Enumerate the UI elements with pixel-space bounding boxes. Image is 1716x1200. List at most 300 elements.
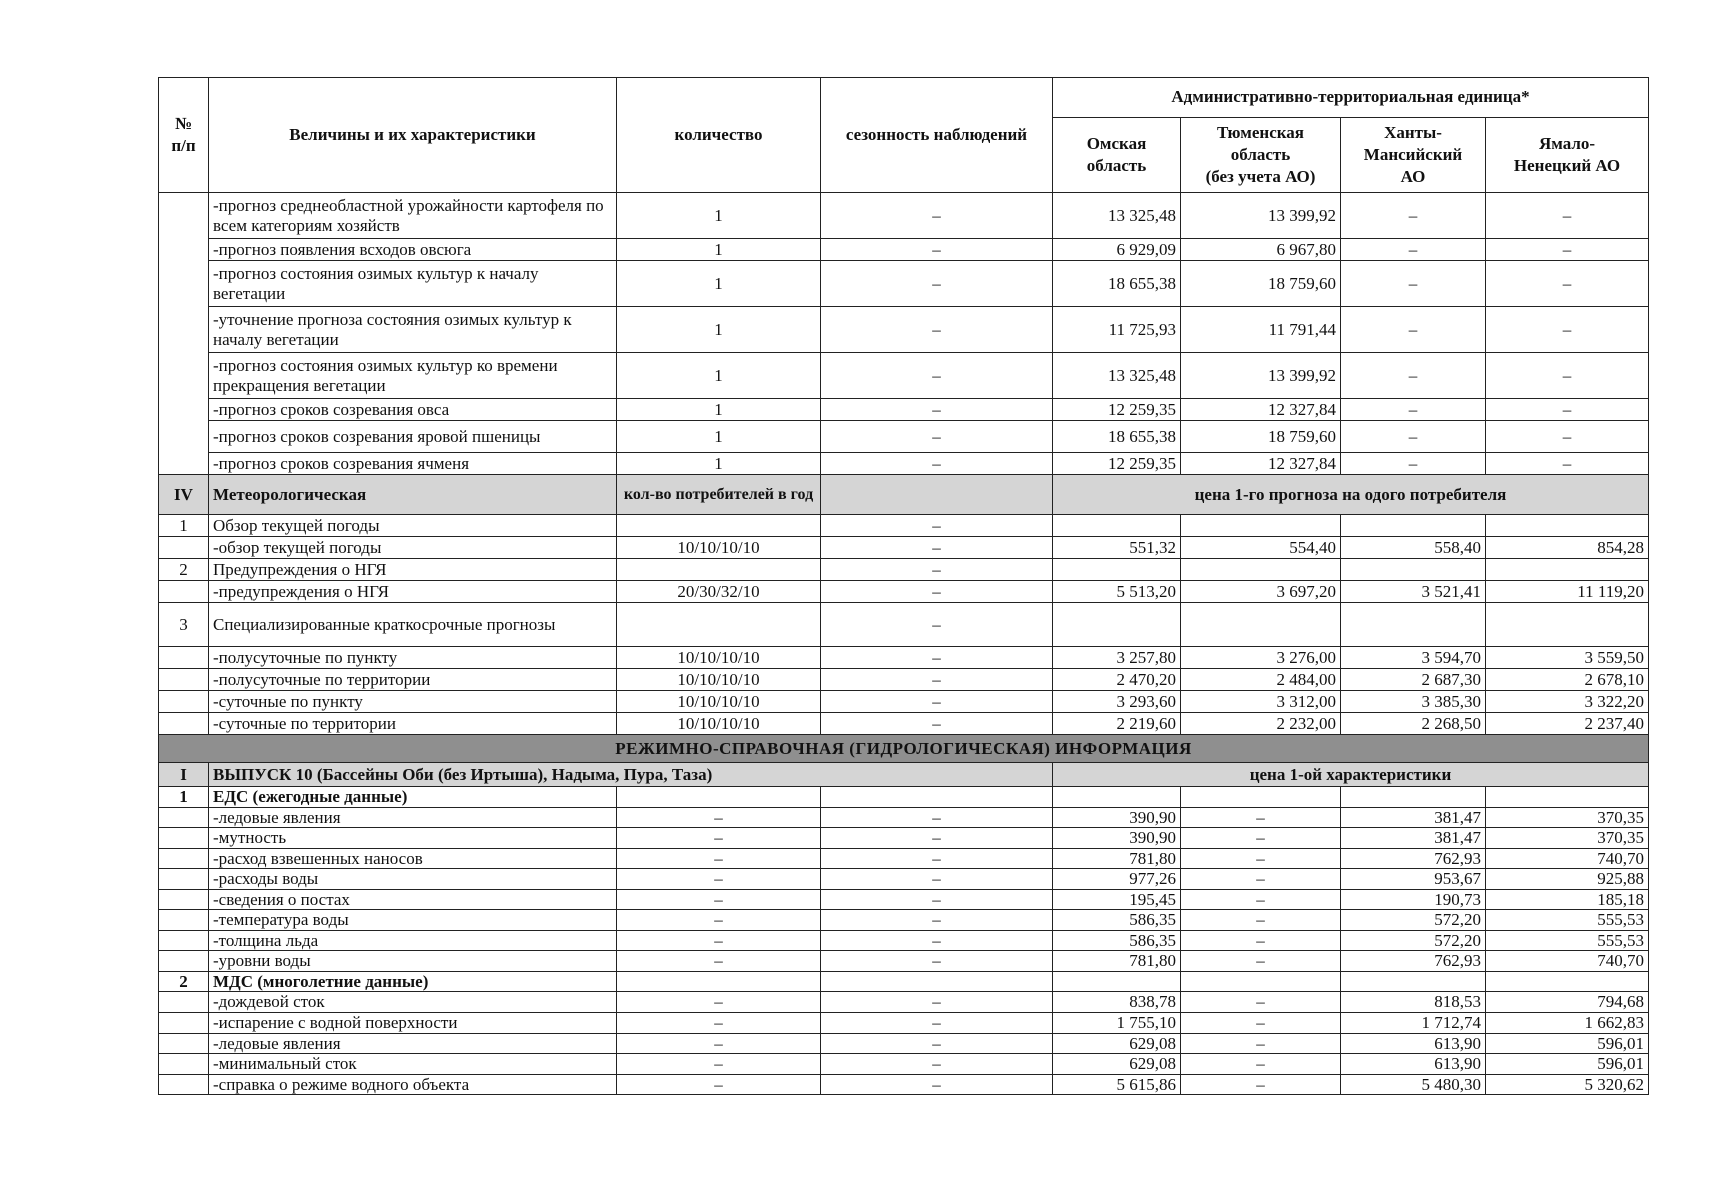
value-omsk: 5 513,20 <box>1053 581 1181 603</box>
row-qty: 1 <box>617 261 821 307</box>
row-label: -суточные по пункту <box>209 691 617 713</box>
value-khmao: – <box>1341 193 1486 239</box>
header-name: Величины и их характеристики <box>209 78 617 193</box>
row-label: -расход взвешенных наносов <box>209 848 617 869</box>
value-omsk: 551,32 <box>1053 537 1181 559</box>
value-yanao: – <box>1486 261 1649 307</box>
row-num: 2 <box>159 971 209 992</box>
row-season: – <box>821 713 1053 735</box>
section-qty-header: кол-во потребителей в год <box>617 475 821 515</box>
value-yanao: 794,68 <box>1486 992 1649 1013</box>
tariff-table <box>158 77 1649 1095</box>
value-omsk: 2 219,60 <box>1053 713 1181 735</box>
value-tyumen: – <box>1181 910 1341 931</box>
row-season: – <box>821 807 1053 828</box>
row-num <box>159 951 209 972</box>
row-label: -справка о режиме водного объекта <box>209 1074 617 1095</box>
table-row <box>159 869 1649 890</box>
row-season: – <box>821 1074 1053 1095</box>
row-qty: 10/10/10/10 <box>617 537 821 559</box>
value-omsk: 12 259,35 <box>1053 453 1181 475</box>
value-tyumen: 18 759,60 <box>1181 421 1341 453</box>
value-omsk <box>1053 559 1181 581</box>
empty-cell <box>617 787 821 808</box>
section-season-empty <box>821 475 1053 515</box>
row-label: ЕДС (ежегодные данные) <box>209 787 617 808</box>
value-omsk: 3 293,60 <box>1053 691 1181 713</box>
row-label: -прогноз сроков созревания ячменя <box>209 453 617 475</box>
value-tyumen: – <box>1181 807 1341 828</box>
hydro-block <box>159 735 1649 1095</box>
row-qty: 1 <box>617 239 821 261</box>
value-yanao: – <box>1486 307 1649 353</box>
value-tyumen: 2 232,00 <box>1181 713 1341 735</box>
section-price-header: цена 1-ой характеристики <box>1053 763 1649 787</box>
empty-cell <box>617 971 821 992</box>
row-season: – <box>821 647 1053 669</box>
table-row <box>159 1033 1649 1054</box>
row-label: -сведения о постах <box>209 889 617 910</box>
row-qty: – <box>617 910 821 931</box>
row-season: – <box>821 353 1053 399</box>
empty-cell <box>1053 787 1181 808</box>
row-qty: – <box>617 848 821 869</box>
value-yanao: 3 322,20 <box>1486 691 1649 713</box>
value-omsk: 629,08 <box>1053 1033 1181 1054</box>
table-row <box>159 1054 1649 1075</box>
table-row <box>159 193 1649 239</box>
value-khmao: 3 594,70 <box>1341 647 1486 669</box>
value-omsk: 13 325,48 <box>1053 193 1181 239</box>
row-qty: – <box>617 1013 821 1034</box>
row-num: 3 <box>159 603 209 647</box>
row-label: -уточнение прогноза состояния озимых культур к началу вегетации <box>209 307 617 353</box>
value-khmao: 613,90 <box>1341 1054 1486 1075</box>
value-omsk: 5 615,86 <box>1053 1074 1181 1095</box>
value-omsk: 390,90 <box>1053 807 1181 828</box>
section-num: IV <box>159 475 209 515</box>
row-qty: 1 <box>617 193 821 239</box>
section-title: ВЫПУСК 10 (Бассейны Оби (без Иртыша), Надыма, Пура, Таза) <box>209 763 1053 787</box>
row-qty: 10/10/10/10 <box>617 647 821 669</box>
empty-cell <box>1181 787 1341 808</box>
row-num-cell <box>159 193 209 475</box>
table-row <box>159 307 1649 353</box>
row-label: Предупреждения о НГЯ <box>209 559 617 581</box>
value-yanao <box>1486 515 1649 537</box>
agro-forecast-block <box>159 193 1649 475</box>
row-num <box>159 691 209 713</box>
value-omsk: 586,35 <box>1053 910 1181 931</box>
value-omsk: 838,78 <box>1053 992 1181 1013</box>
table-row <box>159 421 1649 453</box>
row-num <box>159 930 209 951</box>
table-row <box>159 239 1649 261</box>
row-season: – <box>821 930 1053 951</box>
row-season: – <box>821 691 1053 713</box>
row-num <box>159 1054 209 1075</box>
value-tyumen: 3 276,00 <box>1181 647 1341 669</box>
value-yanao: 555,53 <box>1486 930 1649 951</box>
empty-cell <box>1486 971 1649 992</box>
value-yanao: – <box>1486 399 1649 421</box>
value-tyumen: 3 312,00 <box>1181 691 1341 713</box>
row-num <box>159 1033 209 1054</box>
value-yanao: – <box>1486 353 1649 399</box>
row-label: -расходы воды <box>209 869 617 890</box>
section-header-hydro <box>159 763 1649 787</box>
row-qty: 10/10/10/10 <box>617 669 821 691</box>
table-row <box>159 910 1649 931</box>
row-num <box>159 647 209 669</box>
row-season: – <box>821 869 1053 890</box>
value-tyumen: – <box>1181 1054 1341 1075</box>
row-season: – <box>821 1033 1053 1054</box>
value-khmao: 762,93 <box>1341 848 1486 869</box>
row-label: МДС (многолетние данные) <box>209 971 617 992</box>
value-yanao: – <box>1486 453 1649 475</box>
row-qty <box>617 603 821 647</box>
row-qty: – <box>617 1074 821 1095</box>
table-row <box>159 581 1649 603</box>
row-qty: – <box>617 930 821 951</box>
row-season: – <box>821 453 1053 475</box>
table-row <box>159 1013 1649 1034</box>
value-khmao <box>1341 515 1486 537</box>
row-num <box>159 848 209 869</box>
value-tyumen: 3 697,20 <box>1181 581 1341 603</box>
value-omsk: 12 259,35 <box>1053 399 1181 421</box>
value-tyumen: – <box>1181 1074 1341 1095</box>
value-omsk: 195,45 <box>1053 889 1181 910</box>
value-tyumen: – <box>1181 848 1341 869</box>
table-row <box>159 603 1649 647</box>
value-omsk: 977,26 <box>1053 869 1181 890</box>
header-khmao: Ханты- Мансийский АО <box>1341 118 1486 193</box>
row-label: -суточные по территории <box>209 713 617 735</box>
row-label: -прогноз состояния озимых культур ко времени прекращения вегетации <box>209 353 617 399</box>
header-yanao: Ямало- Ненецкий АО <box>1486 118 1649 193</box>
meteo-block <box>159 475 1649 735</box>
empty-cell <box>1341 971 1486 992</box>
value-tyumen: 12 327,84 <box>1181 399 1341 421</box>
subsection-mds <box>159 971 1649 992</box>
row-label: -температура воды <box>209 910 617 931</box>
row-label: -дождевой сток <box>209 992 617 1013</box>
value-khmao: – <box>1341 239 1486 261</box>
row-season: – <box>821 421 1053 453</box>
value-omsk: 1 755,10 <box>1053 1013 1181 1034</box>
row-num <box>159 807 209 828</box>
table-row <box>159 828 1649 849</box>
row-qty: 1 <box>617 399 821 421</box>
value-khmao: 190,73 <box>1341 889 1486 910</box>
value-tyumen <box>1181 515 1341 537</box>
section-price-header: цена 1-го прогноза на одого потребителя <box>1053 475 1649 515</box>
row-label: -прогноз среднеобластной урожайности картофеля по всем категориям хозяйств <box>209 193 617 239</box>
header-qty: количество <box>617 78 821 193</box>
row-season: – <box>821 889 1053 910</box>
value-tyumen: – <box>1181 1033 1341 1054</box>
table-row <box>159 1074 1649 1095</box>
row-label: -прогноз появления всходов овсюга <box>209 239 617 261</box>
row-num <box>159 669 209 691</box>
value-tyumen: – <box>1181 869 1341 890</box>
value-omsk <box>1053 603 1181 647</box>
row-season: – <box>821 193 1053 239</box>
row-qty: 1 <box>617 421 821 453</box>
value-yanao: 5 320,62 <box>1486 1074 1649 1095</box>
row-season: – <box>821 910 1053 931</box>
row-num: 1 <box>159 515 209 537</box>
row-label: -прогноз сроков созревания яровой пшеницы <box>209 421 617 453</box>
row-label: -полусуточные по территории <box>209 669 617 691</box>
subsection-eds <box>159 787 1649 808</box>
value-yanao: 596,01 <box>1486 1054 1649 1075</box>
table-row <box>159 691 1649 713</box>
table-row <box>159 559 1649 581</box>
value-khmao: – <box>1341 453 1486 475</box>
value-tyumen: 13 399,92 <box>1181 353 1341 399</box>
row-qty: – <box>617 869 821 890</box>
value-omsk: 629,08 <box>1053 1054 1181 1075</box>
value-khmao: 381,47 <box>1341 807 1486 828</box>
row-label: -обзор текущей погоды <box>209 537 617 559</box>
empty-cell <box>821 971 1053 992</box>
row-season: – <box>821 603 1053 647</box>
row-label: -мутность <box>209 828 617 849</box>
value-khmao: 572,20 <box>1341 930 1486 951</box>
value-khmao: 762,93 <box>1341 951 1486 972</box>
value-khmao: – <box>1341 399 1486 421</box>
row-season: – <box>821 515 1053 537</box>
table-row <box>159 848 1649 869</box>
row-season: – <box>821 1013 1053 1034</box>
table-row <box>159 453 1649 475</box>
row-season: – <box>821 848 1053 869</box>
value-tyumen: – <box>1181 828 1341 849</box>
row-num <box>159 1013 209 1034</box>
row-num <box>159 1074 209 1095</box>
header-season: сезонность наблюдений <box>821 78 1053 193</box>
row-qty: 20/30/32/10 <box>617 581 821 603</box>
value-yanao: 2 237,40 <box>1486 713 1649 735</box>
table-row <box>159 889 1649 910</box>
row-qty: 10/10/10/10 <box>617 713 821 735</box>
value-omsk: 781,80 <box>1053 848 1181 869</box>
value-yanao: 740,70 <box>1486 951 1649 972</box>
row-qty: 1 <box>617 453 821 475</box>
row-label: Специализированные краткосрочные прогнозы <box>209 603 617 647</box>
row-qty: 1 <box>617 353 821 399</box>
section-header-meteo <box>159 475 1649 515</box>
row-label: -полусуточные по пункту <box>209 647 617 669</box>
row-qty: – <box>617 951 821 972</box>
value-khmao: 818,53 <box>1341 992 1486 1013</box>
value-khmao: 3 385,30 <box>1341 691 1486 713</box>
empty-cell <box>1341 787 1486 808</box>
value-yanao: 1 662,83 <box>1486 1013 1649 1034</box>
row-season: – <box>821 951 1053 972</box>
value-khmao: – <box>1341 261 1486 307</box>
value-omsk: 390,90 <box>1053 828 1181 849</box>
value-yanao: 854,28 <box>1486 537 1649 559</box>
value-yanao: – <box>1486 239 1649 261</box>
value-yanao: 185,18 <box>1486 889 1649 910</box>
value-omsk: 781,80 <box>1053 951 1181 972</box>
value-omsk: 586,35 <box>1053 930 1181 951</box>
empty-cell <box>1486 787 1649 808</box>
row-season: – <box>821 581 1053 603</box>
row-num: 2 <box>159 559 209 581</box>
row-season: – <box>821 992 1053 1013</box>
value-omsk: 2 470,20 <box>1053 669 1181 691</box>
row-num: 1 <box>159 787 209 808</box>
row-label: -прогноз сроков созревания овса <box>209 399 617 421</box>
value-omsk: 13 325,48 <box>1053 353 1181 399</box>
row-qty: 1 <box>617 307 821 353</box>
value-tyumen: 554,40 <box>1181 537 1341 559</box>
value-yanao: 596,01 <box>1486 1033 1649 1054</box>
value-tyumen: 6 967,80 <box>1181 239 1341 261</box>
band-hydro-info <box>159 735 1649 763</box>
row-qty: – <box>617 992 821 1013</box>
row-season: – <box>821 1054 1053 1075</box>
row-season: – <box>821 261 1053 307</box>
value-khmao: 572,20 <box>1341 910 1486 931</box>
row-label: -ледовые явления <box>209 807 617 828</box>
value-omsk: 3 257,80 <box>1053 647 1181 669</box>
row-label: -прогноз состояния озимых культур к началу вегетации <box>209 261 617 307</box>
header-tyumen: Тюменская область (без учета АО) <box>1181 118 1341 193</box>
row-label: -предупреждения о НГЯ <box>209 581 617 603</box>
value-omsk: 11 725,93 <box>1053 307 1181 353</box>
row-label: Обзор текущей погоды <box>209 515 617 537</box>
table-row <box>159 399 1649 421</box>
value-khmao: 5 480,30 <box>1341 1074 1486 1095</box>
value-tyumen: 12 327,84 <box>1181 453 1341 475</box>
row-season: – <box>821 559 1053 581</box>
value-tyumen: 13 399,92 <box>1181 193 1341 239</box>
value-tyumen: – <box>1181 992 1341 1013</box>
row-num <box>159 828 209 849</box>
row-qty: – <box>617 828 821 849</box>
table-row <box>159 515 1649 537</box>
value-yanao: 925,88 <box>1486 869 1649 890</box>
table-row <box>159 647 1649 669</box>
value-khmao: 2 268,50 <box>1341 713 1486 735</box>
empty-cell <box>1053 971 1181 992</box>
row-num <box>159 889 209 910</box>
value-khmao: 613,90 <box>1341 1033 1486 1054</box>
value-tyumen: – <box>1181 889 1341 910</box>
value-yanao: 3 559,50 <box>1486 647 1649 669</box>
value-omsk: 18 655,38 <box>1053 261 1181 307</box>
row-qty <box>617 515 821 537</box>
row-num <box>159 910 209 931</box>
row-num <box>159 992 209 1013</box>
value-khmao: 953,67 <box>1341 869 1486 890</box>
row-qty: – <box>617 807 821 828</box>
value-yanao: 2 678,10 <box>1486 669 1649 691</box>
value-khmao: – <box>1341 421 1486 453</box>
value-tyumen: – <box>1181 1013 1341 1034</box>
value-yanao: – <box>1486 421 1649 453</box>
section-num: I <box>159 763 209 787</box>
table-row <box>159 992 1649 1013</box>
row-label: -ледовые явления <box>209 1033 617 1054</box>
header-omsk: Омская область <box>1053 118 1181 193</box>
row-qty: 10/10/10/10 <box>617 691 821 713</box>
table-row <box>159 930 1649 951</box>
table-row <box>159 261 1649 307</box>
empty-cell <box>821 787 1053 808</box>
value-khmao: 381,47 <box>1341 828 1486 849</box>
header-admin-unit: Административно-территориальная единица* <box>1053 78 1649 118</box>
row-num <box>159 581 209 603</box>
value-yanao: 740,70 <box>1486 848 1649 869</box>
value-yanao: 370,35 <box>1486 807 1649 828</box>
value-omsk: 6 929,09 <box>1053 239 1181 261</box>
value-yanao <box>1486 603 1649 647</box>
value-khmao: 558,40 <box>1341 537 1486 559</box>
row-season: – <box>821 239 1053 261</box>
value-tyumen: 11 791,44 <box>1181 307 1341 353</box>
value-yanao <box>1486 559 1649 581</box>
table-row <box>159 807 1649 828</box>
header-row-1 <box>159 78 1649 118</box>
value-yanao: 555,53 <box>1486 910 1649 931</box>
row-label: -испарение с водной поверхности <box>209 1013 617 1034</box>
empty-cell <box>1181 971 1341 992</box>
value-khmao: – <box>1341 307 1486 353</box>
value-khmao: 3 521,41 <box>1341 581 1486 603</box>
row-season: – <box>821 307 1053 353</box>
row-qty: – <box>617 1054 821 1075</box>
value-yanao: – <box>1486 193 1649 239</box>
table-row <box>159 669 1649 691</box>
section-title: Метеорологическая <box>209 475 617 515</box>
row-season: – <box>821 399 1053 421</box>
value-khmao <box>1341 603 1486 647</box>
value-khmao <box>1341 559 1486 581</box>
value-tyumen: – <box>1181 951 1341 972</box>
value-omsk: 18 655,38 <box>1053 421 1181 453</box>
row-season: – <box>821 537 1053 559</box>
table-row <box>159 713 1649 735</box>
value-tyumen <box>1181 603 1341 647</box>
row-label: -толщина льда <box>209 930 617 951</box>
row-season: – <box>821 828 1053 849</box>
value-tyumen <box>1181 559 1341 581</box>
table-row <box>159 951 1649 972</box>
row-qty: – <box>617 889 821 910</box>
value-tyumen: 2 484,00 <box>1181 669 1341 691</box>
value-yanao: 370,35 <box>1486 828 1649 849</box>
value-tyumen: 18 759,60 <box>1181 261 1341 307</box>
row-num <box>159 537 209 559</box>
header-num: № п/п <box>159 78 209 193</box>
row-num <box>159 713 209 735</box>
value-khmao: 1 712,74 <box>1341 1013 1486 1034</box>
row-qty: – <box>617 1033 821 1054</box>
row-season: – <box>821 669 1053 691</box>
row-num <box>159 869 209 890</box>
row-label: -уровни воды <box>209 951 617 972</box>
table-row <box>159 537 1649 559</box>
value-omsk <box>1053 515 1181 537</box>
band-title: РЕЖИМНО-СПРАВОЧНАЯ (ГИДРОЛОГИЧЕСКАЯ) ИНФОРМАЦИЯ <box>159 735 1649 763</box>
